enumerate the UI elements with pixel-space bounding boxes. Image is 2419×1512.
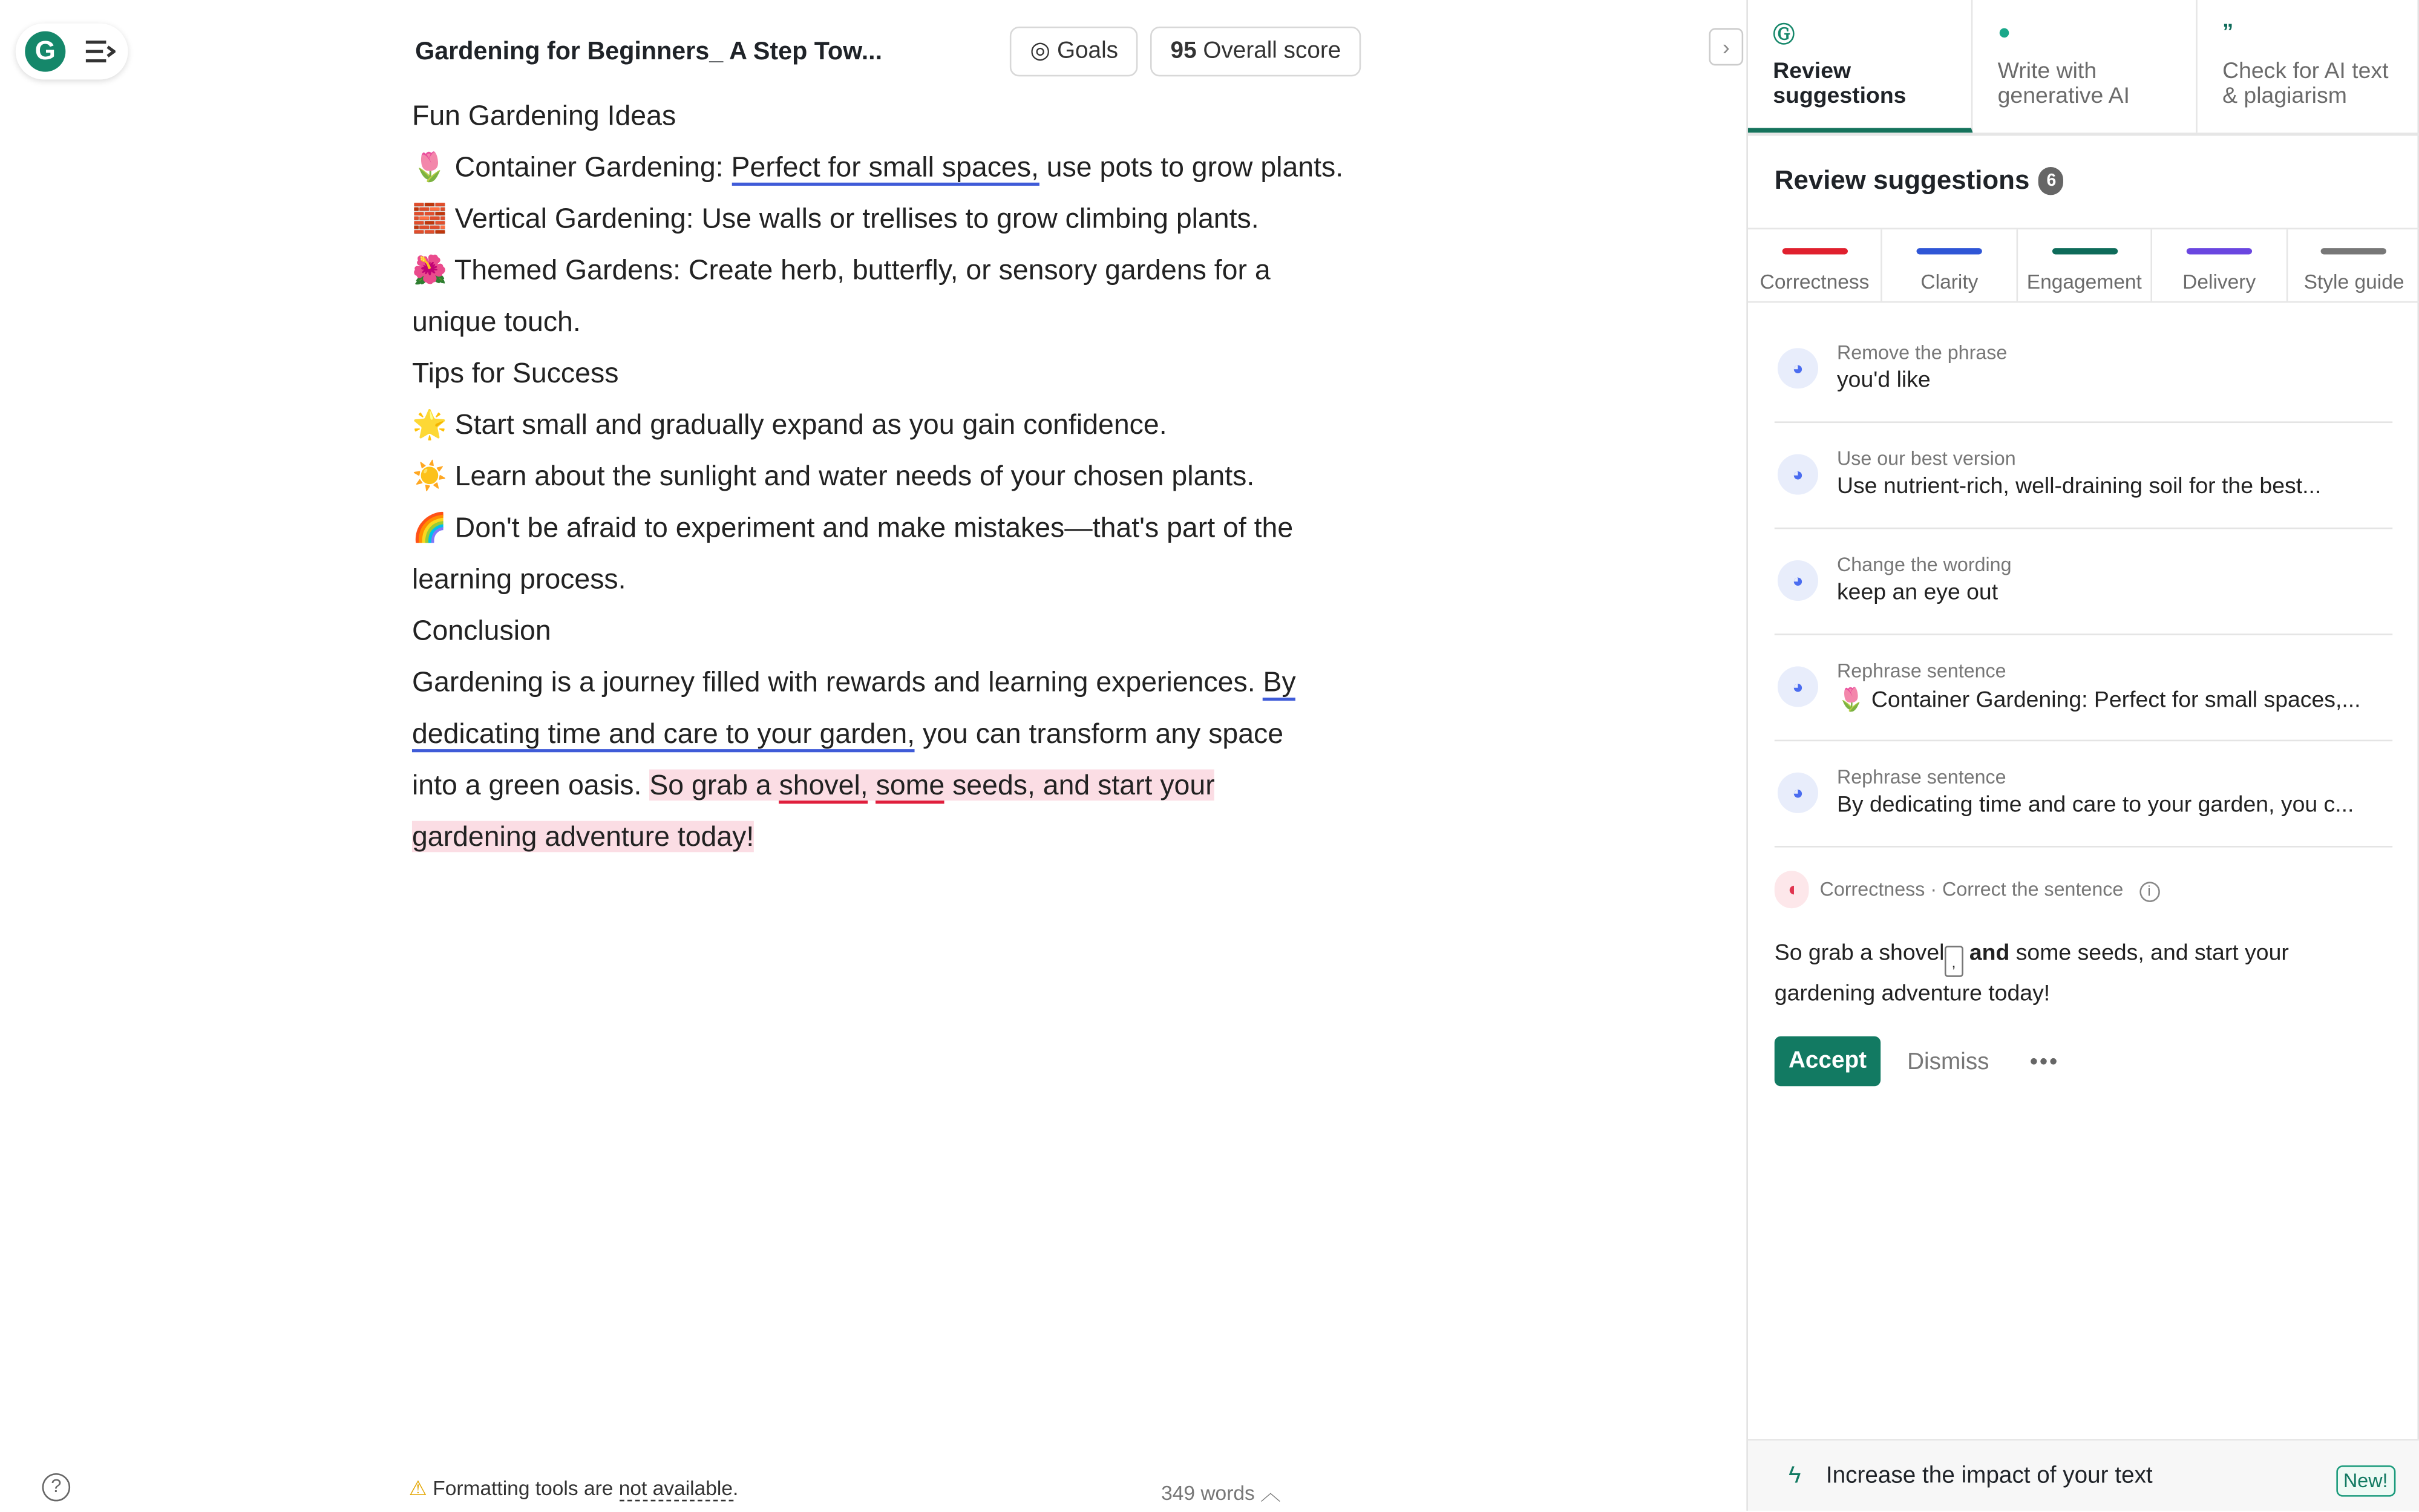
category-label: Style guide bbox=[2303, 270, 2404, 293]
category-tab-style-guide[interactable] bbox=[2287, 229, 2419, 301]
category-bar bbox=[2187, 248, 2252, 254]
clarity-highlight[interactable]: By bbox=[1263, 666, 1296, 701]
clarity-icon: ◕ bbox=[1778, 348, 1818, 388]
quote-icon: ” bbox=[2222, 18, 2234, 44]
text: . bbox=[733, 1476, 739, 1500]
suggestion-text: keep an eye out bbox=[1836, 580, 1998, 606]
category-bar bbox=[2052, 248, 2117, 254]
category-bar bbox=[1782, 248, 1847, 254]
category-bar bbox=[2321, 248, 2386, 254]
text: Gardening is a journey filled with rewards and learning experiences. bbox=[411, 666, 1263, 698]
heading-text: Review suggestions bbox=[1774, 165, 2030, 195]
info-icon[interactable]: i bbox=[2139, 882, 2159, 902]
text-line bbox=[412, 142, 1395, 194]
text: So grab a bbox=[649, 769, 779, 801]
suggestion-text: By dedicating time and care to your garden, you c... bbox=[1836, 793, 2354, 818]
assistant-panel bbox=[1746, 0, 2419, 1511]
suggestion-type: Remove the phrase bbox=[1836, 341, 2008, 364]
category-label: Delivery bbox=[2182, 270, 2256, 293]
menu-icon[interactable] bbox=[84, 39, 116, 64]
tab-plagiarism[interactable] bbox=[2198, 0, 2419, 133]
lightbulb-icon: ● bbox=[1997, 18, 2011, 44]
goals-label: Goals bbox=[1056, 37, 1119, 64]
goals-button[interactable] bbox=[1010, 27, 1139, 77]
collapse-panel-button[interactable] bbox=[1709, 28, 1743, 65]
text-line: Conclusion bbox=[411, 615, 551, 646]
correctness-underline[interactable]: shovel, bbox=[779, 770, 868, 804]
suggestion-item[interactable] bbox=[1775, 423, 2392, 529]
suggested-sentence bbox=[1775, 937, 2392, 1012]
text-line: ☀️ Learn about the sunlight and water needs of your chosen plants. bbox=[411, 460, 1255, 492]
panel-tabs bbox=[1748, 0, 2419, 136]
overall-score-button[interactable] bbox=[1150, 27, 1361, 77]
text-line: learning process. bbox=[411, 563, 626, 595]
category-tab-delivery[interactable] bbox=[2153, 229, 2288, 301]
suggestion-type: Change the wording bbox=[1836, 554, 2012, 576]
clarity-icon: ◕ bbox=[1778, 666, 1818, 707]
impact-banner[interactable] bbox=[1748, 1439, 2419, 1511]
review-heading bbox=[1775, 165, 2064, 197]
suggestion-item[interactable] bbox=[1775, 529, 2392, 635]
chevron-right-icon: › bbox=[1722, 34, 1730, 60]
tab-review-suggestions[interactable] bbox=[1748, 0, 1972, 133]
left-toolbar bbox=[16, 24, 128, 80]
score-value: 95 bbox=[1170, 37, 1197, 64]
help-icon[interactable]: ? bbox=[42, 1473, 70, 1501]
suggestion-count-badge: 6 bbox=[2039, 167, 2064, 195]
suggestion-text: Use nutrient-rich, well-draining soil for the best... bbox=[1836, 474, 2322, 500]
suggestion-type: Rephrase sentence bbox=[1836, 766, 2006, 788]
lightning-icon: ϟ bbox=[1788, 1462, 1801, 1489]
text-line bbox=[412, 811, 1395, 863]
category-label: Clarity bbox=[1920, 270, 1979, 293]
suggestion-item[interactable] bbox=[1775, 635, 2392, 741]
category-tab-clarity[interactable] bbox=[1883, 229, 2018, 301]
text-line bbox=[412, 709, 1395, 760]
clarity-icon: ◕ bbox=[1778, 454, 1818, 495]
not-available-link[interactable]: not available bbox=[619, 1476, 733, 1501]
text: into a green oasis. bbox=[411, 769, 650, 801]
suggestion-type: Use our best version bbox=[1836, 448, 2016, 470]
text-line: Fun Gardening Ideas bbox=[411, 100, 676, 131]
text-line: 🌺 Themed Gardens: Create herb, butterfly, or sensory gardens for a bbox=[411, 254, 1271, 286]
text-line: 🌈 Don't be afraid to experiment and make mistakes—that's part of the bbox=[411, 512, 1294, 543]
text: use pots to grow plants. bbox=[1038, 151, 1344, 183]
chevron-up-icon: ︿ bbox=[1260, 1481, 1281, 1505]
tab-label: Review suggestions bbox=[1773, 59, 1907, 110]
category-tab-correctness[interactable] bbox=[1748, 229, 1883, 301]
clarity-highlight[interactable]: dedicating time and care to your garden, bbox=[412, 718, 915, 753]
grammarly-icon: Ⓖ bbox=[1773, 22, 1795, 47]
formatting-warning bbox=[409, 1476, 739, 1501]
suggestion-type: Rephrase sentence bbox=[1836, 660, 2006, 682]
text-line: unique touch. bbox=[411, 306, 581, 338]
target-icon: ◎ bbox=[1030, 37, 1057, 64]
word-count-button[interactable] bbox=[1161, 1476, 1281, 1506]
suggestion-list bbox=[1775, 317, 2392, 848]
correctness-underline[interactable]: some bbox=[876, 770, 945, 804]
inserted-word: and bbox=[1969, 941, 2010, 966]
accept-button[interactable]: Accept bbox=[1775, 1036, 1881, 1087]
text-line bbox=[412, 657, 1395, 709]
category-label: Engagement bbox=[2026, 270, 2142, 293]
dismiss-button[interactable]: Dismiss bbox=[1907, 1048, 1989, 1075]
category-tabs bbox=[1748, 228, 2419, 303]
shield-icon: ◖ bbox=[1775, 871, 1809, 908]
clarity-icon: ◕ bbox=[1778, 773, 1818, 813]
text-line: 🌟 Start small and gradually expand as you gain confidence. bbox=[411, 408, 1167, 440]
text-line: 🧱 Vertical Gardening: Use walls or trellises to grow climbing plants. bbox=[411, 203, 1259, 234]
new-badge: New! bbox=[2336, 1465, 2395, 1497]
warning-icon: ⚠ bbox=[408, 1476, 433, 1500]
banner-text: Increase the impact of your text bbox=[1825, 1462, 2153, 1489]
text-line bbox=[412, 760, 1395, 811]
score-label: Overall score bbox=[1203, 37, 1341, 64]
suggestion-text: 🌷 Container Gardening: Perfect for small spaces,... bbox=[1836, 688, 2361, 713]
category-bar bbox=[1917, 248, 1982, 254]
active-suggestion-highlight[interactable]: gardening adventure today! bbox=[411, 820, 755, 853]
text: So grab a shovel bbox=[1774, 941, 1945, 966]
text-line: Tips for Success bbox=[411, 357, 619, 389]
card-header: Correctness · Correct the sentence bbox=[1819, 879, 2124, 901]
text: some seeds, and start your gardening adventure today! bbox=[1774, 941, 2289, 1007]
text: 🌷 Container Gardening: bbox=[411, 151, 732, 183]
tab-generative-ai[interactable] bbox=[1972, 0, 2197, 133]
suggestion-card bbox=[1775, 871, 2392, 1086]
suggestion-text: you'd like bbox=[1836, 368, 1931, 394]
more-options-icon[interactable]: ••• bbox=[2029, 1048, 2059, 1075]
active-suggestion-highlight[interactable] bbox=[649, 770, 1214, 801]
word-count: 349 words bbox=[1161, 1481, 1255, 1505]
suggestion-item[interactable] bbox=[1775, 317, 2392, 423]
tab-label: Check for AI text & plagiarism bbox=[2222, 59, 2389, 110]
grammarly-logo-icon[interactable]: G bbox=[25, 31, 65, 72]
text bbox=[868, 770, 876, 801]
suggestion-item[interactable] bbox=[1775, 741, 2392, 847]
removed-comma: , bbox=[1944, 946, 1963, 977]
tab-label: Write with generative AI bbox=[1997, 59, 2130, 110]
category-label: Correctness bbox=[1759, 270, 1870, 293]
document-title[interactable]: Gardening for Beginners_ A Step Tow... bbox=[415, 39, 883, 66]
clarity-highlight[interactable]: Perfect for small spaces, bbox=[732, 151, 1039, 186]
text: you can transform any space bbox=[915, 718, 1284, 750]
category-tab-engagement[interactable] bbox=[2018, 229, 2153, 301]
text: Formatting tools are bbox=[433, 1476, 619, 1500]
text: seeds, and start your bbox=[944, 769, 1215, 801]
document-editor[interactable] bbox=[412, 91, 1395, 863]
clarity-icon: ◕ bbox=[1778, 560, 1818, 601]
